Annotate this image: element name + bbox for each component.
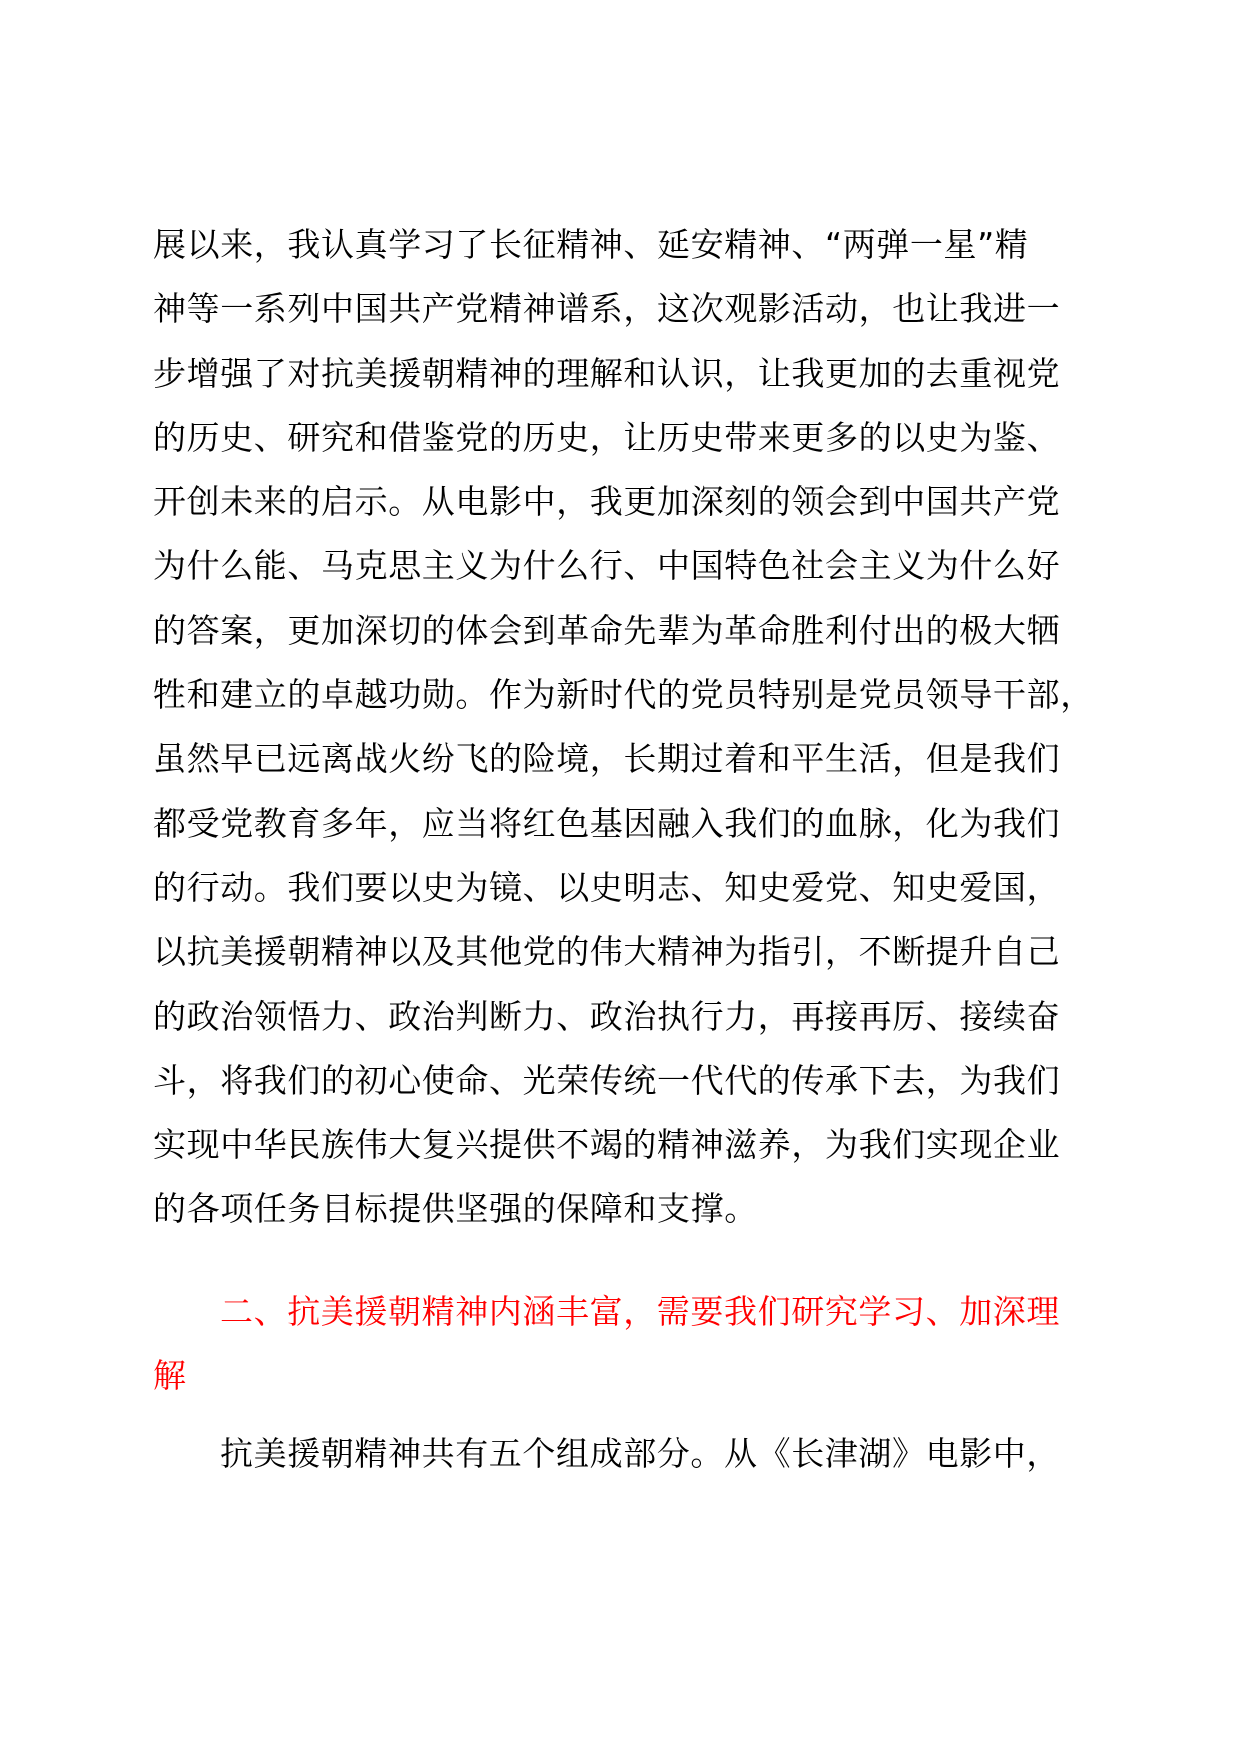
section-heading-line: 解: [153, 1356, 187, 1396]
paragraph-line: 的政治领悟力、政治判断力、政治执行力，再接再厉、接续奋: [153, 996, 1061, 1036]
paragraph-line: 开创未来的启示。从电影中，我更加深刻的领会到中国共产党: [153, 482, 1061, 522]
section-heading-line: 二、抗美援朝精神内涵丰富，需要我们研究学习、加深理: [220, 1292, 1060, 1331]
paragraph-line: 抗美援朝精神共有五个组成部分。从《长津湖》电影中，: [220, 1434, 1060, 1473]
paragraph-line: 的各项任务目标提供坚强的保障和支撑。: [153, 1189, 758, 1229]
paragraph-line: 为什么能、马克思主义为什么行、中国特色社会主义为什么好: [153, 546, 1061, 586]
body-paragraph: [153, 213, 1093, 1242]
body-paragraph: [153, 1422, 1093, 1486]
paragraph-line: 实现中华民族伟大复兴提供不竭的精神滋养，为我们实现企业: [153, 1125, 1061, 1165]
paragraph-line: 的答案，更加深切的体会到革命先辈为革命胜利付出的极大牺: [153, 610, 1061, 650]
paragraph-line: 斗，将我们的初心使命、光荣传统一代代的传承下去，为我们: [153, 1060, 1061, 1100]
paragraph-line: 都受党教育多年，应当将红色基因融入我们的血脉，化为我们: [153, 803, 1061, 843]
paragraph-line: 的行动。我们要以史为镜、以史明志、知史爱党、知史爱国，: [153, 867, 1061, 907]
paragraph-line: 以抗美援朝精神以及其他党的伟大精神为指引，不断提升自己: [153, 932, 1061, 972]
paragraph-line: 的历史、研究和借鉴党的历史，让历史带来更多的以史为鉴、: [153, 417, 1061, 457]
paragraph-line: 虽然早已远离战火纷飞的险境，长期过着和平生活，但是我们: [153, 739, 1061, 779]
section-heading: [153, 1280, 1093, 1409]
paragraph-line: 神等一系列中国共产党精神谱系，这次观影活动，也让我进一: [153, 289, 1061, 329]
paragraph-line: 步增强了对抗美援朝精神的理解和认识，让我更加的去重视党: [153, 353, 1061, 393]
paragraph-line: 展以来，我认真学习了长征精神、延安精神、“两弹一星”精: [153, 225, 1029, 264]
paragraph-line: 牲和建立的卓越功勋。作为新时代的党员特别是党员领导干部，: [153, 675, 1094, 715]
